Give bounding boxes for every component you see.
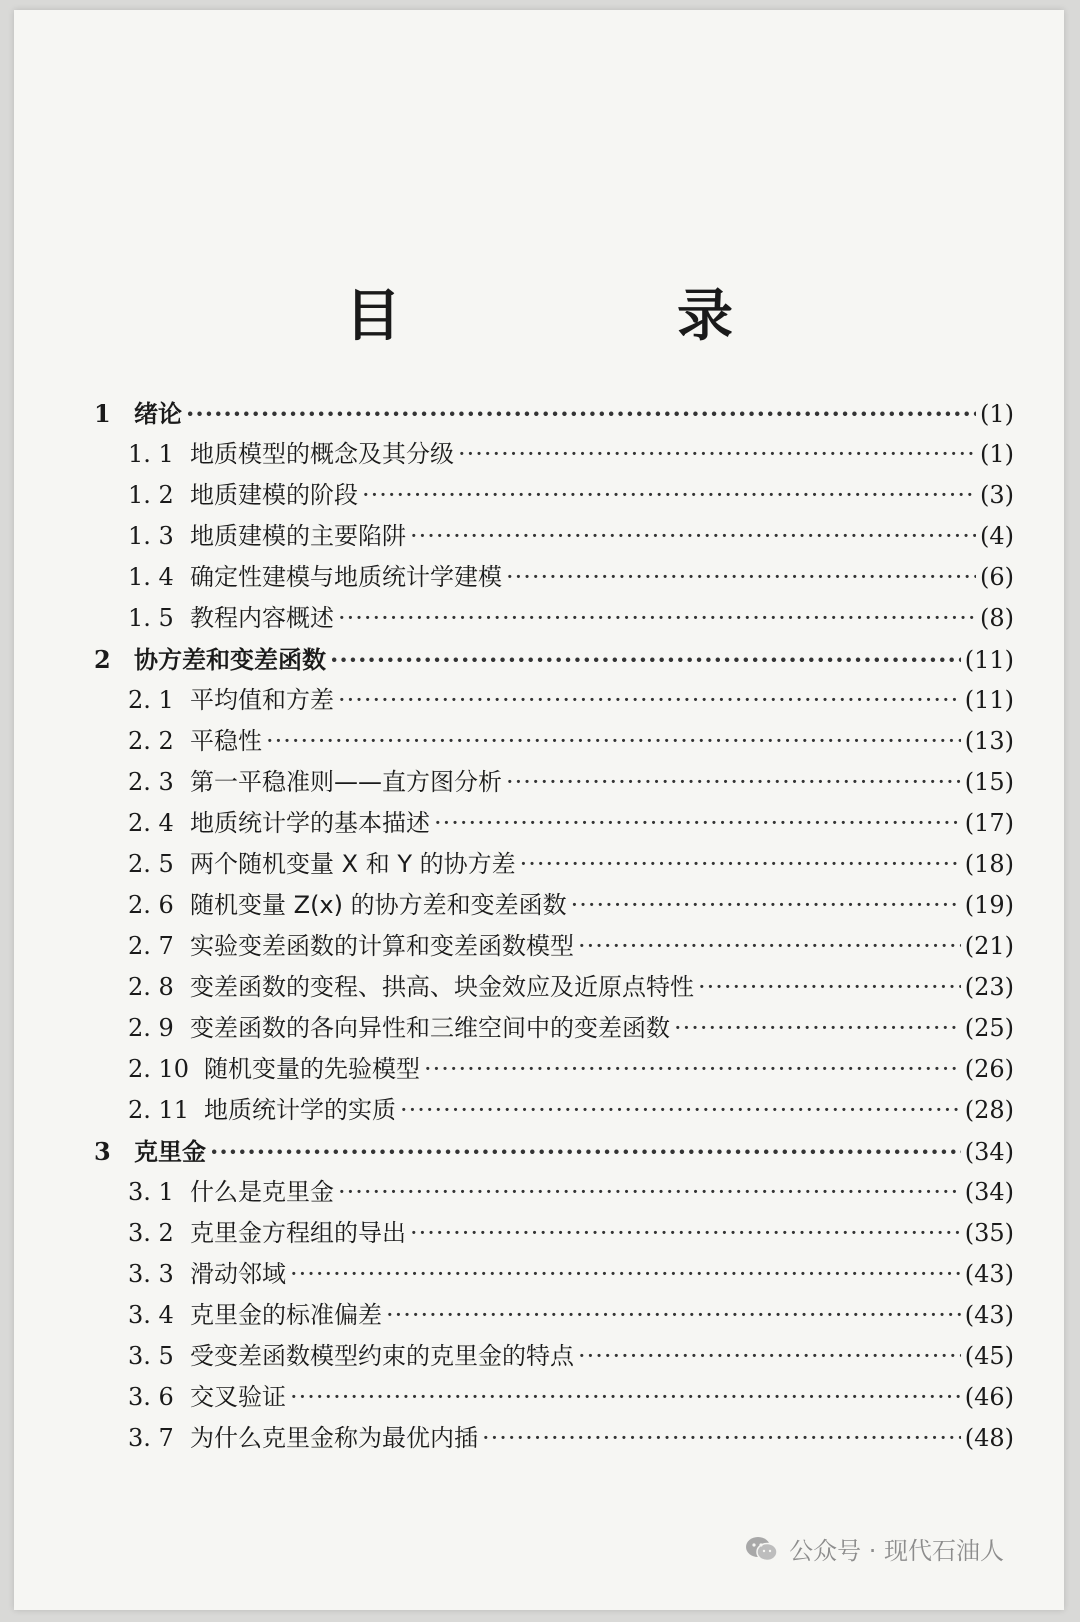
- toc-entry-number: 1. 3: [128, 522, 174, 550]
- toc-entry-number: 2. 10: [128, 1055, 190, 1083]
- toc-entry-label: 地质统计学的基本描述: [190, 809, 430, 837]
- toc-entry-number: 1. 2: [128, 481, 174, 509]
- toc-entry-number: 2. 4: [128, 809, 174, 837]
- toc-entry-page: (48): [964, 1424, 1014, 1452]
- toc-dot-leader: [400, 1090, 961, 1131]
- toc-section-entry[interactable]: [94, 1172, 1014, 1213]
- toc-entry-label: 受变差函数模型约束的克里金的特点: [190, 1342, 574, 1370]
- toc-entry-number: 3. 2: [128, 1219, 174, 1247]
- toc-entry-page: (21): [964, 932, 1014, 960]
- wechat-icon: [745, 1535, 779, 1563]
- toc-chapter-entry[interactable]: [94, 1131, 1014, 1172]
- table-of-contents: [94, 393, 1014, 1459]
- toc-entry-label: 地质建模的主要陷阱: [190, 522, 406, 550]
- toc-entry-label: 为什么克里金称为最优内插: [190, 1424, 478, 1452]
- toc-entry-page: (46): [964, 1383, 1014, 1411]
- toc-dot-leader: [506, 557, 976, 598]
- toc-entry-label: 克里金方程组的导出: [190, 1219, 406, 1247]
- toc-entry-label: 平稳性: [190, 727, 262, 755]
- toc-entry-page: (15): [964, 768, 1014, 796]
- toc-entry-number: 2. 9: [128, 1014, 174, 1042]
- toc-entry-number: 2. 8: [128, 973, 174, 1001]
- toc-entry-page: (1): [980, 440, 1014, 468]
- toc-dot-leader: [386, 1295, 961, 1336]
- toc-section-entry[interactable]: [94, 680, 1014, 721]
- toc-dot-leader: [482, 1418, 961, 1459]
- toc-entry-number: 3: [94, 1137, 111, 1166]
- toc-dot-leader: [674, 1008, 961, 1049]
- toc-chapter-entry[interactable]: [94, 393, 1014, 434]
- toc-entry-number: 2: [94, 645, 111, 674]
- toc-entry-label: 随机变量 Z(x) 的协方差和变差函数: [190, 891, 567, 919]
- toc-dot-leader: [520, 844, 961, 885]
- toc-entry-number: 3. 4: [128, 1301, 174, 1329]
- toc-entry-page: (1): [980, 400, 1014, 428]
- toc-section-entry[interactable]: [94, 1418, 1014, 1459]
- toc-entry-number: 2. 2: [128, 727, 174, 755]
- toc-dot-leader: [410, 516, 976, 557]
- toc-entry-number: 3. 1: [128, 1178, 174, 1206]
- toc-section-entry[interactable]: [94, 885, 1014, 926]
- toc-entry-number: 3. 5: [128, 1342, 174, 1370]
- toc-entry-page: (34): [964, 1138, 1014, 1166]
- toc-entry-number: 2. 5: [128, 850, 174, 878]
- toc-dot-leader: [458, 434, 976, 475]
- toc-chapter-entry[interactable]: [94, 639, 1014, 680]
- toc-section-entry[interactable]: [94, 721, 1014, 762]
- toc-entry-label: 滑动邻域: [190, 1260, 286, 1288]
- toc-entry-label: 什么是克里金: [190, 1178, 334, 1206]
- toc-section-entry[interactable]: [94, 967, 1014, 1008]
- toc-entry-number: 3. 6: [128, 1383, 174, 1411]
- toc-entry-number: 1. 5: [128, 604, 174, 632]
- toc-section-entry[interactable]: [94, 1008, 1014, 1049]
- toc-entry-label: 地质模型的概念及其分级: [190, 440, 454, 468]
- toc-section-entry[interactable]: [94, 516, 1014, 557]
- toc-dot-leader: [362, 475, 976, 516]
- toc-entry-label: 第一平稳准则——直方图分析: [190, 768, 502, 796]
- toc-section-entry[interactable]: [94, 1336, 1014, 1377]
- toc-entry-page: (8): [980, 604, 1014, 632]
- toc-entry-page: (35): [964, 1219, 1014, 1247]
- toc-entry-page: (23): [964, 973, 1014, 1001]
- toc-entry-page: (43): [964, 1301, 1014, 1329]
- toc-entry-page: (26): [964, 1055, 1014, 1083]
- toc-entry-label: 确定性建模与地质统计学建模: [190, 563, 502, 591]
- toc-entry-label: 平均值和方差: [190, 686, 334, 714]
- watermark-text: 公众号 · 现代石油人: [789, 1537, 1004, 1565]
- toc-entry-label: 教程内容概述: [190, 604, 334, 632]
- toc-dot-leader: [578, 926, 961, 967]
- toc-dot-leader: [290, 1254, 961, 1295]
- toc-entry-page: (45): [964, 1342, 1014, 1370]
- toc-section-entry[interactable]: [94, 803, 1014, 844]
- toc-entry-label: 协方差和变差函数: [134, 646, 326, 674]
- toc-entry-page: (13): [964, 727, 1014, 755]
- toc-entry-label: 绪论: [134, 400, 182, 428]
- toc-entry-label: 变差函数的各向异性和三维空间中的变差函数: [190, 1014, 670, 1042]
- toc-dot-leader: [410, 1213, 961, 1254]
- toc-entry-label: 实验变差函数的计算和变差函数模型: [190, 932, 574, 960]
- toc-entry-page: (25): [964, 1014, 1014, 1042]
- toc-section-entry[interactable]: [94, 598, 1014, 639]
- toc-entry-label: 地质统计学的实质: [204, 1096, 396, 1124]
- toc-dot-leader: [434, 803, 961, 844]
- toc-entry-page: (34): [964, 1178, 1014, 1206]
- toc-section-entry[interactable]: [94, 926, 1014, 967]
- toc-section-entry[interactable]: [94, 1049, 1014, 1090]
- toc-entry-number: 2. 3: [128, 768, 174, 796]
- toc-dot-leader: [330, 639, 961, 680]
- toc-entry-label: 克里金: [134, 1138, 206, 1166]
- toc-entry-page: (3): [980, 481, 1014, 509]
- toc-entry-number: 2. 11: [128, 1096, 190, 1124]
- toc-entry-label: 交叉验证: [190, 1383, 286, 1411]
- toc-entry-page: (6): [980, 563, 1014, 591]
- toc-dot-leader: [210, 1131, 961, 1172]
- toc-dot-leader: [698, 967, 961, 1008]
- toc-dot-leader: [338, 680, 961, 721]
- toc-dot-leader: [266, 721, 961, 762]
- toc-entry-page: (11): [964, 686, 1014, 714]
- toc-entry-page: (28): [964, 1096, 1014, 1124]
- toc-entry-number: 1: [94, 399, 111, 428]
- toc-entry-page: (19): [964, 891, 1014, 919]
- toc-entry-label: 两个随机变量 X 和 Y 的协方差: [190, 850, 516, 878]
- toc-section-entry[interactable]: [94, 475, 1014, 516]
- toc-dot-leader: [338, 598, 976, 639]
- toc-entry-page: (17): [964, 809, 1014, 837]
- toc-dot-leader: [506, 762, 961, 803]
- toc-entry-label: 地质建模的阶段: [190, 481, 358, 509]
- toc-entry-page: (43): [964, 1260, 1014, 1288]
- toc-entry-number: 2. 1: [128, 686, 174, 714]
- toc-dot-leader: [338, 1172, 961, 1213]
- toc-section-entry[interactable]: [94, 557, 1014, 598]
- page-title: 目 录: [345, 284, 843, 349]
- toc-entry-label: 克里金的标准偏差: [190, 1301, 382, 1329]
- toc-entry-label: 变差函数的变程、拱高、块金效应及近原点特性: [190, 973, 694, 1001]
- toc-dot-leader: [578, 1336, 961, 1377]
- toc-entry-page: (4): [980, 522, 1014, 550]
- toc-section-entry[interactable]: [94, 1090, 1014, 1131]
- watermark: [745, 1531, 1004, 1566]
- toc-entry-page: (11): [964, 646, 1014, 674]
- toc-entry-number: 2. 6: [128, 891, 174, 919]
- toc-dot-leader: [186, 393, 976, 434]
- toc-section-entry[interactable]: [94, 1213, 1014, 1254]
- toc-dot-leader: [571, 885, 961, 926]
- toc-entry-number: 2. 7: [128, 932, 174, 960]
- toc-section-entry[interactable]: [94, 844, 1014, 885]
- toc-section-entry[interactable]: [94, 434, 1014, 475]
- toc-section-entry[interactable]: [94, 1254, 1014, 1295]
- toc-entry-number: 1. 4: [128, 563, 174, 591]
- toc-section-entry[interactable]: [94, 1295, 1014, 1336]
- toc-section-entry[interactable]: [94, 1377, 1014, 1418]
- toc-section-entry[interactable]: [94, 762, 1014, 803]
- document-page: [14, 10, 1064, 1610]
- toc-dot-leader: [424, 1049, 961, 1090]
- toc-dot-leader: [290, 1377, 961, 1418]
- toc-entry-label: 随机变量的先验模型: [204, 1055, 420, 1083]
- toc-entry-number: 3. 3: [128, 1260, 174, 1288]
- toc-entry-page: (18): [964, 850, 1014, 878]
- toc-entry-number: 1. 1: [128, 440, 174, 468]
- toc-entry-number: 3. 7: [128, 1424, 174, 1452]
